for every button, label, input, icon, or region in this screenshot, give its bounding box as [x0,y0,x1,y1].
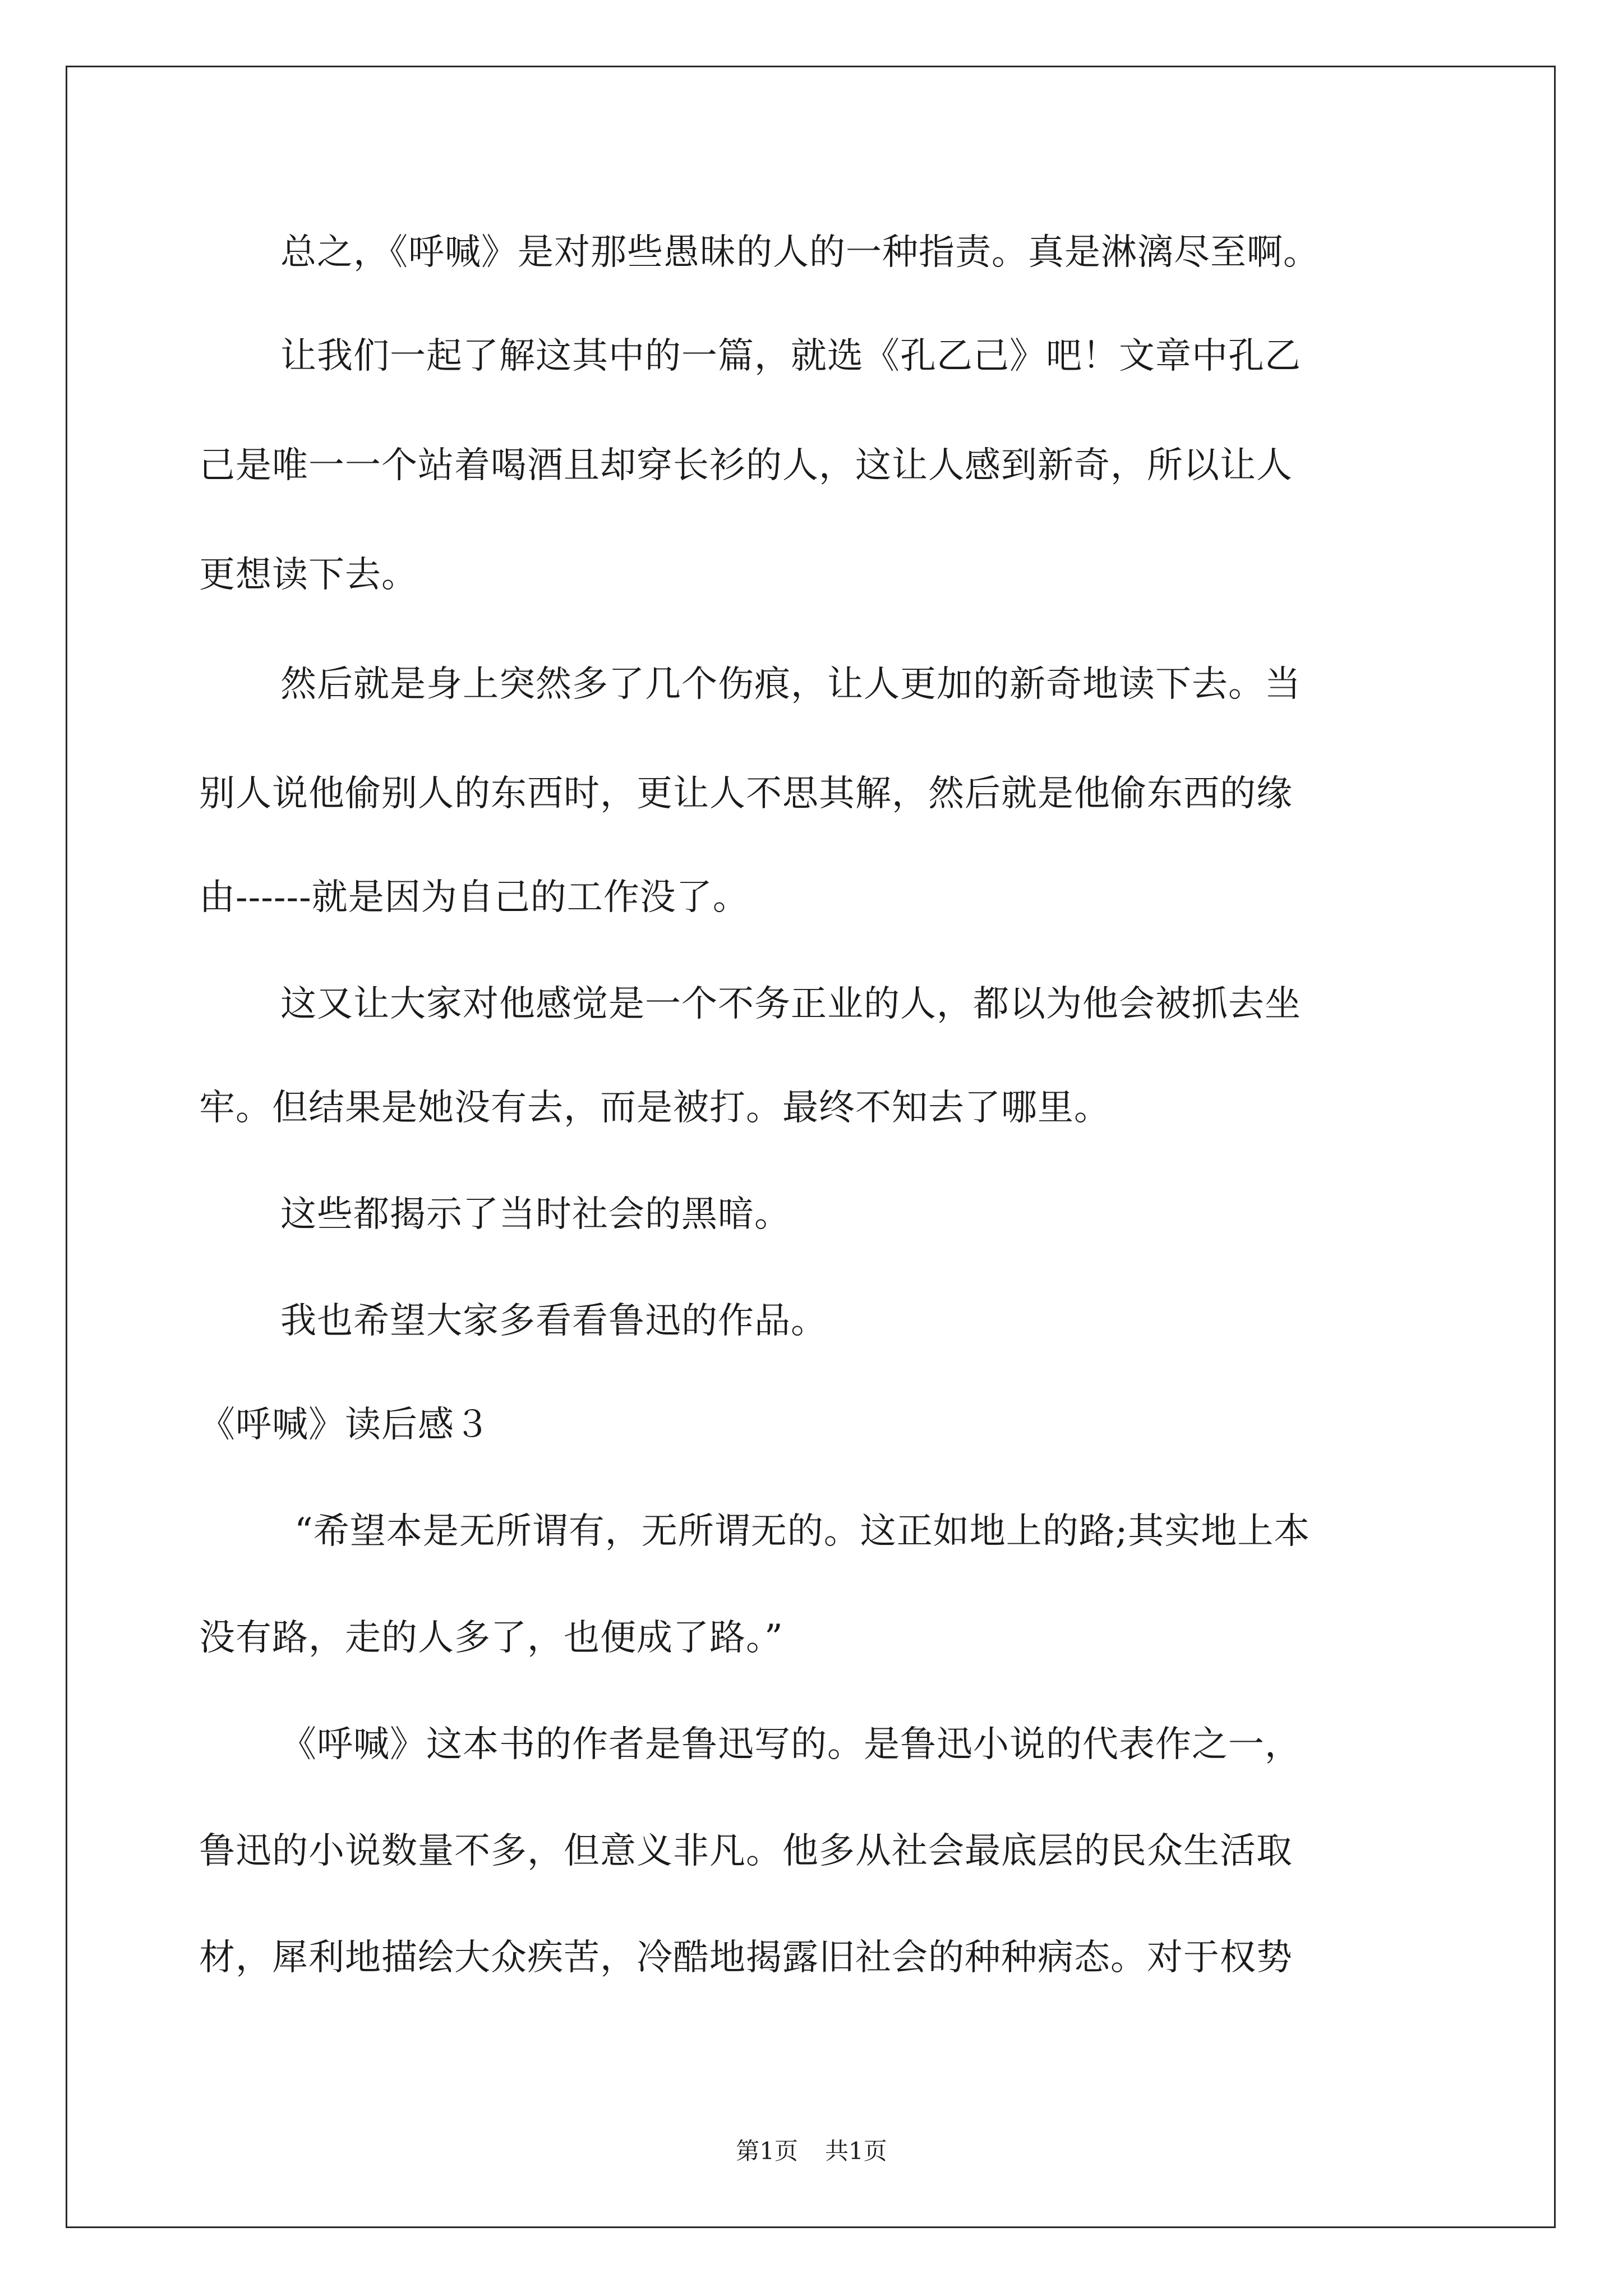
paragraph-line: 鲁迅的小说数量不多，但意义非凡。他多从社会最底层的民众生活取 [199,1830,1293,1872]
page-number: 第1页 [736,2137,798,2165]
page-total: 共1页 [825,2137,887,2165]
paragraph-line: 这又让大家对他感觉是一个不务正业的人，都以为他会被抓去坐 [280,983,1301,1025]
paragraph-line: 材，犀利地描绘大众疾苦，冷酷地揭露旧社会的种种病态。对于权势 [199,1937,1293,1978]
paragraph-line: 没有路，走的人多了，也便成了路。” [199,1617,783,1659]
paragraph-line: 己是唯一一个站着喝酒且却穿长衫的人，这让人感到新奇，所以让人 [199,445,1293,486]
paragraph-line: “希望本是无所谓有，无所谓无的。这正如地上的路;其实地上本 [294,1511,1311,1552]
paragraph-line: 牢。但结果是她没有去，而是被打。最终不知去了哪里。 [199,1087,1110,1129]
page-border [66,66,1556,2228]
paragraph-line: 总之，《呼喊》是对那些愚昧的人的一种指责。真是淋漓尽至啊。 [280,232,1320,273]
page-footer [0,2136,1623,2167]
paragraph-line: 这些都揭示了当时社会的黑暗。 [280,1194,791,1235]
section-heading: 《呼喊》读后感３ [199,1404,491,1446]
paragraph-line: 让我们一起了解这其中的一篇，就选《孔乙己》吧！文章中孔乙 [280,335,1301,377]
paragraph-line: 《呼喊》这本书的作者是鲁迅写的。是鲁迅小说的代表作之一， [280,1724,1301,1765]
paragraph-line: 然后就是身上突然多了几个伤痕，让人更加的新奇地读下去。当 [280,664,1301,705]
paragraph-line: 别人说他偷别人的东西时，更让人不思其解，然后就是他偷东西的缘 [199,773,1293,815]
paragraph-line: 由------就是因为自己的工作没了。 [199,877,749,918]
paragraph-line: 我也希望大家多看看鲁迅的作品。 [280,1300,827,1342]
paragraph-line: 更想读下去。 [199,554,418,596]
